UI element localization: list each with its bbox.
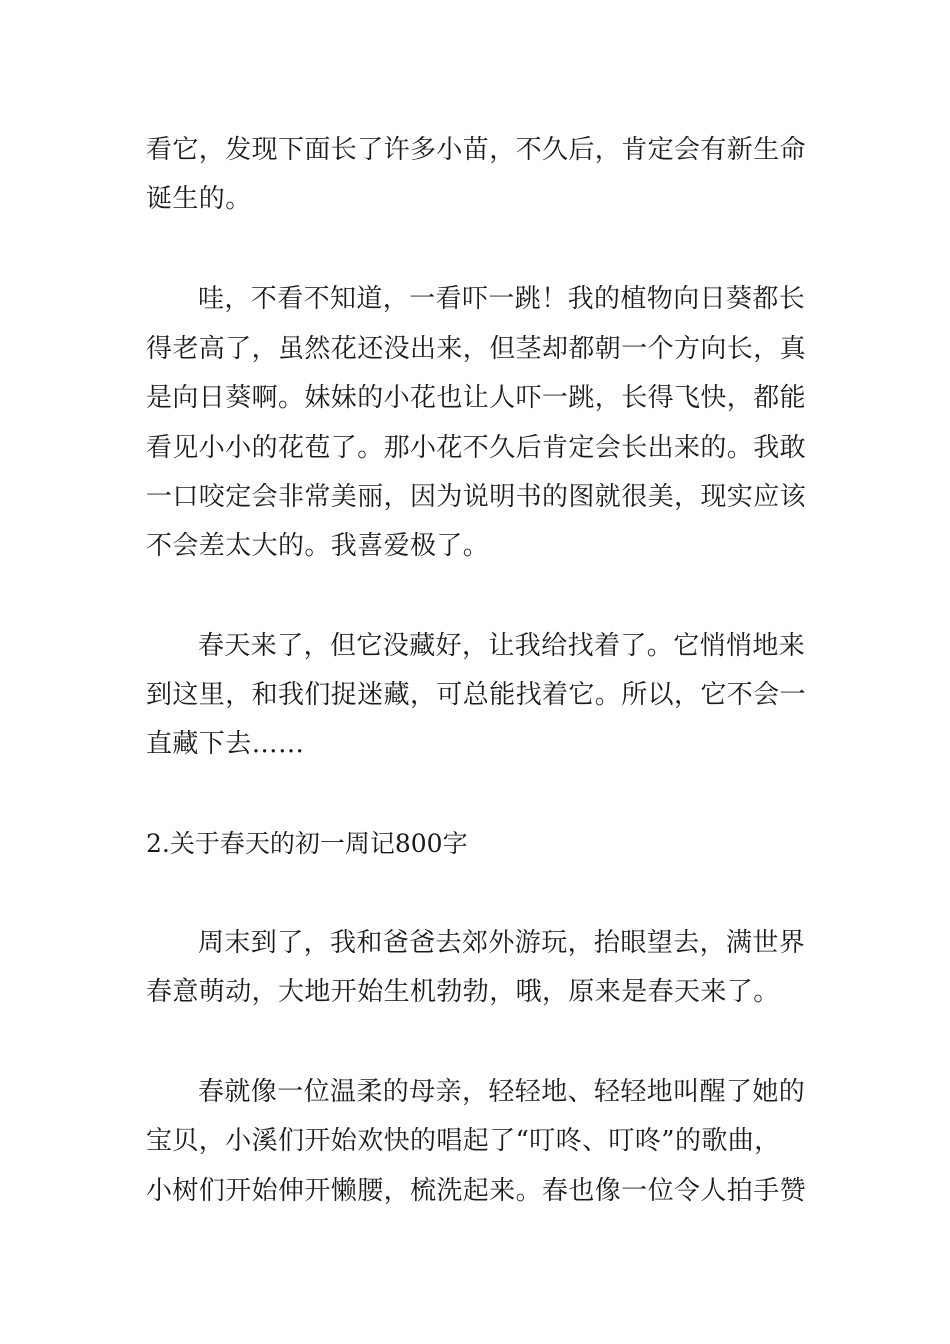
paragraph-2-line-4: 看见小小的花苞了。那小花不久后肯定会长出来的。我敢	[146, 433, 807, 463]
paragraph-6-line-3: 小树们开始伸开懒腰，梳洗起来。春也像一位令人拍手赞	[146, 1176, 807, 1206]
paragraph-2-line-6: 不会差太大的。我喜爱极了。	[146, 531, 490, 561]
paragraph-1-line-1: 看它，发现下面长了许多小苗，不久后，肯定会有新生命	[146, 135, 807, 165]
section-heading: 2.关于春天的初一周记800字	[146, 829, 468, 858]
paragraph-5-line-1: 周末到了，我和爸爸去郊外游玩，抬眼望去，满世界	[198, 928, 806, 958]
paragraph-2-line-2: 得老高了，虽然花还没出来，但茎却都朝一个方向长，真	[146, 334, 807, 364]
paragraph-2-line-5: 一口咬定会非常美丽，因为说明书的图就很美，现实应该	[146, 482, 807, 512]
paragraph-1-line-2: 诞生的。	[146, 184, 252, 214]
paragraph-3-line-1: 春天来了，但它没藏好，让我给找着了。它悄悄地来	[198, 631, 806, 661]
paragraph-3-line-3: 直藏下去……	[146, 729, 305, 759]
paragraph-2-line-1: 哇，不看不知道，一看吓一跳！我的植物向日葵都长	[198, 284, 806, 314]
paragraph-5-line-2: 春意萌动，大地开始生机勃勃，哦，原来是春天来了。	[146, 977, 780, 1007]
paragraph-2-line-3: 是向日葵啊。妹妹的小花也让人吓一跳，长得飞快，都能	[146, 383, 807, 413]
paragraph-6-line-2: 宝贝，小溪们开始欢快的唱起了“叮咚、叮咚”的歌曲，	[146, 1126, 781, 1156]
paragraph-3-line-2: 到这里，和我们捉迷藏，可总能找着它。所以，它不会一	[146, 680, 807, 710]
paragraph-6-line-1: 春就像一位温柔的母亲，轻轻地、轻轻地叫醒了她的	[198, 1077, 806, 1107]
